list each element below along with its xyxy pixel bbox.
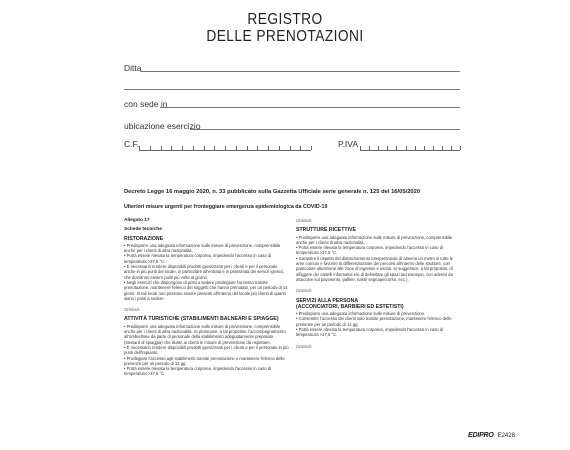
servizi-bullet: • Potrà essere rilevata la temperatura corporea, impedendo l'accesso in caso di temperatura >37,5 °C. <box>296 327 444 338</box>
strutture-heading: STRUTTURE RICETTIVE <box>296 227 356 234</box>
omissis-label: Omissis <box>296 218 312 223</box>
strutture-bullet: • Predisporre una adeguata informazione sulle misure di prevenzione, comprensibile anche per i clienti di altra nazionalità. <box>296 234 453 245</box>
ubicazione-label: ubicazione esercizio <box>124 121 201 131</box>
omissis-label: Omissis <box>296 343 312 349</box>
right-column <box>296 218 462 354</box>
piva-label: P.IVA <box>338 139 359 149</box>
ditta-extra-line[interactable] <box>124 89 460 90</box>
strutture-bullet: • Potrà essere rilevata la temperatura corporea, impedendo l'accesso in caso di temperatura >37,5 °C. <box>296 245 444 256</box>
ristorazione-bullet: • Negli esercizi che dispongono di posti a sedere privilegiare l'accesso tramite prenotazione, mantenere l'elenco dei soggetti che hanno prenotato, per un periodo di 14 giorni. In tali locali non possono essere presenti all'interno del locale più clienti di quanti siano i posti a sedere. <box>124 279 288 301</box>
omissis-label: Omissis <box>296 288 312 294</box>
ristorazione-bullet: • È necessario rendere disponibili prodotti igienizzanti per i clienti e per il personale anche in più punti del locale, in particolare all'entrata e in prossimità dei servizi igienici, che dovranno essere puliti più volte al giorno. <box>124 264 285 280</box>
decree-subtitle: Ulteriori misure urgenti per fronteggiare emergenza epidemiologica da COVID-19 <box>124 204 328 210</box>
piva-boxes[interactable] <box>360 141 460 151</box>
ubicazione-field[interactable] <box>124 118 460 132</box>
product-code: E2428 <box>497 433 515 439</box>
sede-field[interactable] <box>124 96 460 110</box>
sede-label: con sede in <box>124 99 168 109</box>
strutture-bullet: • Garantire il rispetto del distanziamento interpersonale di almeno un metro in tutte le aree comuni e favorire la differenziazione dei percorsi all'interno delle strutture, con particolare attenzione alle zone di ingresso e uscita. Si suggerisce, a tal proposito, di affiggere dei cartelli informativi e/o di delimitare gli spazi (ad esempio, con adesivi da attaccare sul pavimento, palline, nastri segnapercorso, ecc.). <box>296 255 453 282</box>
ditta-field[interactable] <box>124 60 460 74</box>
attivita-heading: ATTIVITÀ TURISTICHE (STABILIMENTI BALNEARI E SPIAGGE) <box>124 316 279 323</box>
omissis-label: Omissis <box>124 307 140 313</box>
schede-label: Schede tecniche <box>124 227 162 233</box>
sede-line <box>160 107 460 108</box>
decree-title: Decreto Legge 16 maggio 2020, n. 33 pubblicato sulla Gazzetta Ufficiale serie generale n. 125 del 16/05/2020 <box>124 189 421 195</box>
cf-label: C.F. <box>124 139 140 149</box>
attivita-bullet: • Potrà essere rilevata la temperatura corporea, impedendo l'accesso in caso di temperatura >37,5 °C. <box>124 366 272 377</box>
servizi-heading: SERVIZI ALLA PERSONA <box>296 297 359 304</box>
servizi-bullet: • Consentire l'accesso dei clienti solo tramite prenotazione, mantenere l'elenco delle presenze per un periodo di 14 gg. <box>296 316 452 327</box>
page-title-line-2: DELLE PRENOTAZIONI <box>206 28 364 45</box>
page-title-line-1: REGISTRO <box>247 11 323 28</box>
allegato-label: Allegato 17 <box>124 218 150 223</box>
ristorazione-bullet: • Predisporre una adeguata informazione sulle misure di prevenzione, comprensibile anche per i clienti di altra nazionalità. <box>124 242 281 254</box>
attivita-bullet: • Predisporre una adeguata informazione sulle misure di prevenzione, comprensibile anche per i clienti di altra nazionalità. Si promuove, a tal proposito, l'accompagnamento all'ombrellone da parte di personale dello stabilimento adeguatamente preparato (steward di spiaggia) che illustri ai clienti le misure di prevenzione da rispettare. <box>124 323 286 345</box>
ristorazione-bullet: • Potrà essere rilevata la temperatura corporea, impedendo l'accesso in caso di temperatura >37,5 °C. <box>124 253 272 264</box>
publisher-logo <box>468 432 515 439</box>
ditta-label: Ditta <box>124 63 142 73</box>
left-column <box>124 218 290 377</box>
ristorazione-heading: RISTORAZIONE <box>124 235 164 242</box>
brand-name: EDIPRO <box>468 432 494 439</box>
servizi-subheading: (ACCONCIATORI, BARBIERI ED ESTETISTI) <box>296 303 404 310</box>
ubicazione-line <box>190 129 460 130</box>
attivita-bullet: • È necessario rendere disponibili prodotti igienizzanti per i clienti e per il personale in più punti dell'impianto. <box>124 344 289 356</box>
cf-boxes[interactable] <box>139 141 311 151</box>
servizi-bullet: • Predisporre una adeguata informazione sulle misure di prevenzione. <box>296 311 426 317</box>
attivita-bullet: • Privilegiare l'accesso agli stabilimenti tramite prenotazione e mantenere l'elenco delle presenze per un periodo di 14 gg. <box>124 355 285 366</box>
ditta-line <box>140 71 460 72</box>
